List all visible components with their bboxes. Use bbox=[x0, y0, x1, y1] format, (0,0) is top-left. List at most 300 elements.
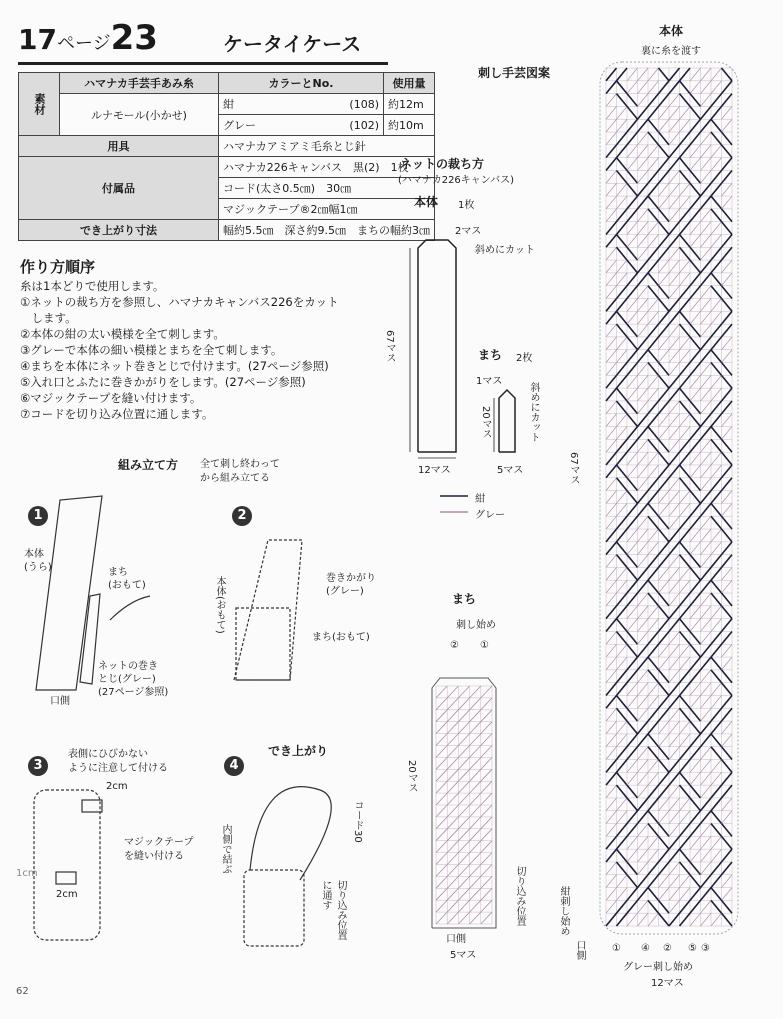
color-gray-no: (102) bbox=[287, 115, 384, 136]
stitch-line bbox=[436, 769, 447, 781]
stitch-line bbox=[659, 888, 670, 901]
stitch-line bbox=[669, 311, 680, 324]
stitch-line bbox=[627, 580, 638, 593]
stitch-line bbox=[669, 644, 680, 657]
stitch-line bbox=[648, 158, 659, 171]
stitch-line bbox=[627, 593, 638, 606]
stitch-line bbox=[680, 363, 691, 376]
stitch-line bbox=[648, 875, 659, 888]
stitch-line bbox=[669, 375, 680, 388]
stitch-line bbox=[627, 760, 638, 773]
stitch-line bbox=[722, 888, 733, 901]
stitch-line bbox=[711, 273, 722, 286]
stitch-line bbox=[722, 695, 733, 708]
body-start-gray: グレー刺し始め bbox=[623, 962, 693, 973]
stitch-line bbox=[680, 273, 691, 286]
stitch-line bbox=[669, 337, 680, 350]
stitch-line bbox=[617, 644, 628, 657]
stitch-line bbox=[701, 273, 712, 286]
stitch-line bbox=[722, 234, 733, 247]
stitch-line bbox=[638, 222, 649, 235]
stitch-line bbox=[722, 670, 733, 683]
stitch-line bbox=[648, 299, 659, 312]
stitch-line bbox=[458, 805, 469, 817]
stitch-line bbox=[680, 145, 691, 158]
assembly-note: 全て刺し終わって から組み立てる bbox=[200, 459, 280, 484]
stitch-line bbox=[669, 555, 680, 568]
body-height: 67マス bbox=[568, 452, 579, 485]
stitch-line bbox=[659, 849, 670, 862]
stitch-line bbox=[690, 747, 701, 760]
stitch-line bbox=[701, 670, 712, 683]
stitch-line bbox=[669, 183, 680, 196]
stitch-line bbox=[722, 375, 733, 388]
stitch-line bbox=[470, 686, 481, 698]
stitch-line bbox=[669, 606, 680, 619]
stitch-line bbox=[690, 81, 701, 94]
stitch-line bbox=[701, 567, 712, 580]
howto-step: ④まちを本体にネット巻きとじで付けます。(27ページ参照) bbox=[20, 359, 329, 373]
stitch-line bbox=[659, 119, 670, 132]
step-3-note: 表側にひびかない ように注意して付ける bbox=[68, 749, 168, 774]
stitch-line bbox=[680, 247, 691, 260]
stitch-line bbox=[722, 94, 733, 107]
stitch-line bbox=[690, 849, 701, 862]
stitch-line bbox=[680, 81, 691, 94]
stitch-line bbox=[447, 900, 458, 912]
stitch-line bbox=[627, 337, 638, 350]
stitch-line bbox=[627, 94, 638, 107]
stitch-line bbox=[701, 132, 712, 145]
stitch-line bbox=[680, 644, 691, 657]
cut-body-height: 67マス bbox=[384, 330, 395, 363]
stitch-line bbox=[606, 747, 617, 760]
stitch-line bbox=[638, 363, 649, 376]
stitch-line bbox=[690, 286, 701, 299]
stitch-line bbox=[669, 836, 680, 849]
step-4-badge: 4 bbox=[224, 756, 244, 776]
stitch-line bbox=[606, 695, 617, 708]
stitch-line bbox=[617, 414, 628, 427]
stitch-line bbox=[458, 698, 469, 710]
stitch-line bbox=[638, 593, 649, 606]
gusset-opening: 口側 bbox=[446, 934, 466, 945]
stitch-line bbox=[722, 542, 733, 555]
stitch-line bbox=[669, 580, 680, 593]
stitch-line bbox=[669, 734, 680, 747]
stitch-line bbox=[722, 324, 733, 337]
stitch-line bbox=[680, 337, 691, 350]
stitch-line bbox=[648, 542, 659, 555]
stitch-line bbox=[722, 913, 733, 926]
step-3-badge: 3 bbox=[28, 756, 48, 776]
stitch-line bbox=[627, 849, 638, 862]
stitch-line bbox=[690, 158, 701, 171]
stitch-line bbox=[659, 158, 670, 171]
step-1-opening: 口側 bbox=[50, 696, 70, 707]
stitch-line bbox=[701, 299, 712, 312]
stitch-line bbox=[722, 299, 733, 312]
step-1-gusset: まち (おもて) bbox=[108, 567, 146, 591]
stitch-line bbox=[690, 811, 701, 824]
stitch-line bbox=[606, 452, 617, 465]
stitch-line bbox=[690, 567, 701, 580]
stitch-line bbox=[648, 324, 659, 337]
stitch-line bbox=[690, 734, 701, 747]
stitch-line bbox=[659, 644, 670, 657]
stitch-line bbox=[627, 503, 638, 516]
stitch-line bbox=[638, 785, 649, 798]
stitch-line bbox=[711, 555, 722, 568]
stitch-line bbox=[606, 542, 617, 555]
stitch-line bbox=[690, 234, 701, 247]
stitch-line bbox=[627, 670, 638, 683]
stitch-line bbox=[659, 132, 670, 145]
stitch-line bbox=[690, 452, 701, 465]
stitch-line bbox=[669, 567, 680, 580]
stitch-line bbox=[722, 593, 733, 606]
stitch-line bbox=[711, 708, 722, 721]
stitch-line bbox=[436, 722, 447, 734]
stitch-line bbox=[680, 286, 691, 299]
cutting-title: ネットの裁ち方 bbox=[400, 157, 485, 171]
stitch-line bbox=[617, 760, 628, 773]
step-4-tie: 内側で結ぶ bbox=[220, 824, 231, 874]
stitch-line bbox=[627, 209, 638, 222]
stitch-line bbox=[690, 631, 701, 644]
stitch-line bbox=[722, 491, 733, 504]
stitch-line bbox=[447, 817, 458, 829]
stitch-line bbox=[711, 260, 722, 273]
stitch-line bbox=[638, 606, 649, 619]
stitch-line bbox=[722, 465, 733, 478]
howto-steps bbox=[20, 278, 400, 422]
stitch-line bbox=[690, 401, 701, 414]
stitch-line bbox=[701, 427, 712, 440]
stitch-line bbox=[711, 350, 722, 363]
stitch-line bbox=[638, 170, 649, 183]
stitch-line bbox=[606, 81, 617, 94]
stitch-line bbox=[680, 401, 691, 414]
stitch-line bbox=[447, 912, 458, 924]
stitch-line bbox=[617, 222, 628, 235]
stitch-line bbox=[458, 865, 469, 877]
stitch-line bbox=[669, 695, 680, 708]
stitch-line bbox=[627, 427, 638, 440]
stitch-line bbox=[606, 119, 617, 132]
stitch-line bbox=[680, 747, 691, 760]
stitch-line bbox=[648, 555, 659, 568]
stitch-line bbox=[638, 683, 649, 696]
stitch-line bbox=[690, 299, 701, 312]
stitch-line bbox=[669, 286, 680, 299]
stitch-line bbox=[617, 132, 628, 145]
stitch-line bbox=[690, 593, 701, 606]
stitch-line bbox=[711, 234, 722, 247]
stitch-line bbox=[690, 862, 701, 875]
stitch-line bbox=[458, 876, 469, 888]
stitch-line bbox=[617, 158, 628, 171]
yarn-name: ルナモール(小かせ) bbox=[60, 94, 219, 136]
stitch-line bbox=[659, 503, 670, 516]
stitch-line bbox=[722, 580, 733, 593]
step-2-gusset: まち(おもて) bbox=[312, 632, 370, 643]
stitch-line bbox=[617, 273, 628, 286]
stitch-line bbox=[627, 452, 638, 465]
stitch-line bbox=[690, 619, 701, 632]
stitch-line bbox=[638, 234, 649, 247]
stitch-line bbox=[617, 542, 628, 555]
stitch-line bbox=[606, 811, 617, 824]
stitch-line bbox=[690, 516, 701, 529]
stitch-line bbox=[648, 516, 659, 529]
stitch-line bbox=[701, 465, 712, 478]
stitch-line bbox=[458, 912, 469, 924]
stitch-line bbox=[606, 145, 617, 158]
stitch-line bbox=[627, 247, 638, 260]
stitch-line bbox=[669, 158, 680, 171]
stitch-line bbox=[617, 798, 628, 811]
stitch-line bbox=[617, 286, 628, 299]
stitch-line bbox=[680, 439, 691, 452]
stitch-line bbox=[659, 94, 670, 107]
stitch-line bbox=[648, 811, 659, 824]
stitch-line bbox=[617, 337, 628, 350]
stitch-line bbox=[458, 817, 469, 829]
stitch-line bbox=[690, 388, 701, 401]
stitch-line bbox=[701, 106, 712, 119]
stitch-line bbox=[436, 686, 447, 698]
stitch-line bbox=[648, 439, 659, 452]
body-top-note: 裏に糸を渡す bbox=[641, 46, 701, 57]
stitch-line bbox=[701, 721, 712, 734]
amount-navy: 約12m bbox=[384, 94, 435, 115]
stitch-line bbox=[722, 145, 733, 158]
stitch-line bbox=[617, 580, 628, 593]
stitch-line bbox=[722, 619, 733, 632]
stitch-line bbox=[701, 862, 712, 875]
stitch-line bbox=[481, 734, 492, 746]
stitch-line bbox=[722, 683, 733, 696]
item-title: ケータイケース bbox=[223, 32, 362, 56]
stitch-line bbox=[669, 401, 680, 414]
stitch-line bbox=[722, 798, 733, 811]
stitch-line bbox=[701, 913, 712, 926]
stitch-line bbox=[711, 209, 722, 222]
stitch-line bbox=[711, 862, 722, 875]
stitch-line bbox=[701, 209, 712, 222]
stitch-line bbox=[627, 324, 638, 337]
stitch-line bbox=[481, 698, 492, 710]
stitch-line bbox=[638, 772, 649, 785]
stitch-line bbox=[638, 478, 649, 491]
stitch-line bbox=[690, 478, 701, 491]
stitch-line bbox=[648, 247, 659, 260]
stitch-line bbox=[627, 299, 638, 312]
stitch-line bbox=[701, 324, 712, 337]
stitch-line bbox=[669, 222, 680, 235]
stitch-line bbox=[701, 785, 712, 798]
stitch-line bbox=[648, 913, 659, 926]
stitch-line bbox=[659, 299, 670, 312]
cut-body-count: 1枚 bbox=[458, 200, 475, 211]
stitch-line bbox=[617, 849, 628, 862]
step-1-badge: 1 bbox=[28, 506, 48, 526]
stitch-line bbox=[711, 836, 722, 849]
chart-title: 刺し手芸図案 bbox=[478, 66, 551, 80]
stitch-line bbox=[701, 363, 712, 376]
stitch-line bbox=[648, 644, 659, 657]
stitch-line bbox=[617, 196, 628, 209]
stitch-line bbox=[481, 841, 492, 853]
stitch-line bbox=[638, 619, 649, 632]
stitch-line bbox=[638, 798, 649, 811]
stitch-line bbox=[690, 721, 701, 734]
step-2-drawing bbox=[234, 540, 302, 680]
stitch-line bbox=[659, 286, 670, 299]
stitch-line bbox=[436, 865, 447, 877]
stitch-line bbox=[669, 849, 680, 862]
stitch-line bbox=[711, 593, 722, 606]
stitch-line bbox=[722, 734, 733, 747]
stitch-line bbox=[436, 793, 447, 805]
stitch-line bbox=[470, 853, 481, 865]
stitch-line bbox=[659, 760, 670, 773]
stitch-line bbox=[617, 465, 628, 478]
stitch-line bbox=[722, 862, 733, 875]
stitch-line bbox=[606, 721, 617, 734]
stitch-line bbox=[680, 695, 691, 708]
stitch-line bbox=[722, 452, 733, 465]
stitch-line bbox=[627, 273, 638, 286]
stitch-line bbox=[711, 683, 722, 696]
stitch-line bbox=[669, 170, 680, 183]
stitch-line bbox=[458, 734, 469, 746]
stitch-line bbox=[638, 913, 649, 926]
stitch-line bbox=[481, 781, 492, 793]
stitch-line bbox=[722, 836, 733, 849]
stitch-line bbox=[690, 760, 701, 773]
howto-title: 作り方順序 bbox=[20, 258, 96, 276]
stitch-line bbox=[680, 465, 691, 478]
stitch-line bbox=[648, 580, 659, 593]
stitch-line bbox=[606, 503, 617, 516]
step-2-body: 本体(おもて) bbox=[214, 576, 225, 634]
stitch-line bbox=[627, 657, 638, 670]
stitch-line bbox=[458, 900, 469, 912]
stitch-line bbox=[680, 106, 691, 119]
stitch-line bbox=[648, 94, 659, 107]
stitch-line bbox=[659, 196, 670, 209]
stitch-line bbox=[722, 401, 733, 414]
stitch-line bbox=[627, 439, 638, 452]
stitch-line bbox=[638, 286, 649, 299]
stitch-line bbox=[606, 68, 617, 81]
stitch-line bbox=[617, 734, 628, 747]
stitch-line bbox=[680, 478, 691, 491]
stitch-line bbox=[470, 793, 481, 805]
stitch-line bbox=[606, 427, 617, 440]
stitch-line bbox=[617, 913, 628, 926]
stitch-line bbox=[711, 798, 722, 811]
stitch-line bbox=[690, 337, 701, 350]
stitch-line bbox=[617, 145, 628, 158]
stitch-line bbox=[627, 785, 638, 798]
stitch-line bbox=[617, 811, 628, 824]
gusset-width: 5マス bbox=[450, 950, 477, 961]
gusset-start: 刺し始め bbox=[456, 620, 496, 631]
stitch-line bbox=[436, 710, 447, 722]
stitch-line bbox=[638, 529, 649, 542]
stitch-line bbox=[659, 273, 670, 286]
stitch-line bbox=[470, 841, 481, 853]
stitch-line bbox=[669, 299, 680, 312]
stitch-line bbox=[680, 350, 691, 363]
stitch-line bbox=[711, 401, 722, 414]
stitch-line bbox=[638, 888, 649, 901]
stitch-line bbox=[627, 836, 638, 849]
stitch-line bbox=[680, 875, 691, 888]
stitch-line bbox=[606, 439, 617, 452]
gusset-marker-1: ① bbox=[480, 640, 489, 651]
color-navy-no: (108) bbox=[287, 94, 384, 115]
step-4-title: でき上がり bbox=[268, 744, 329, 758]
stitch-line bbox=[627, 900, 638, 913]
stitch-line bbox=[638, 567, 649, 580]
step-3-drawing bbox=[34, 790, 102, 940]
stitch-line bbox=[436, 817, 447, 829]
stitch-line bbox=[711, 516, 722, 529]
stitch-line bbox=[606, 324, 617, 337]
stitch-line bbox=[648, 388, 659, 401]
stitch-line bbox=[648, 683, 659, 696]
stitch-line bbox=[648, 465, 659, 478]
stitch-line bbox=[447, 734, 458, 746]
stitch-line bbox=[606, 772, 617, 785]
stitch-line bbox=[481, 769, 492, 781]
stitch-line bbox=[659, 337, 670, 350]
stitch-line bbox=[638, 106, 649, 119]
assembly-title: 組み立て方 bbox=[118, 458, 179, 472]
stitch-line bbox=[722, 721, 733, 734]
stitch-line bbox=[617, 311, 628, 324]
stitch-line bbox=[711, 363, 722, 376]
stitch-line bbox=[711, 170, 722, 183]
stitch-line bbox=[638, 311, 649, 324]
stitch-line bbox=[648, 606, 659, 619]
stitch-line bbox=[690, 375, 701, 388]
stitch-line bbox=[447, 769, 458, 781]
stitch-line bbox=[627, 222, 638, 235]
stitch-line bbox=[690, 132, 701, 145]
stitch-line bbox=[711, 465, 722, 478]
stitch-line bbox=[436, 853, 447, 865]
stitch-line bbox=[701, 247, 712, 260]
stitch-line bbox=[638, 401, 649, 414]
stitch-line bbox=[701, 606, 712, 619]
stitch-line bbox=[669, 811, 680, 824]
stitch-line bbox=[659, 324, 670, 337]
stitch-line bbox=[659, 619, 670, 632]
stitch-line bbox=[617, 900, 628, 913]
stitch-line bbox=[690, 222, 701, 235]
stitch-line bbox=[659, 145, 670, 158]
stitch-line bbox=[458, 853, 469, 865]
stitch-line bbox=[659, 363, 670, 376]
stitch-line bbox=[617, 68, 628, 81]
stitch-line bbox=[627, 158, 638, 171]
stitch-line bbox=[638, 452, 649, 465]
